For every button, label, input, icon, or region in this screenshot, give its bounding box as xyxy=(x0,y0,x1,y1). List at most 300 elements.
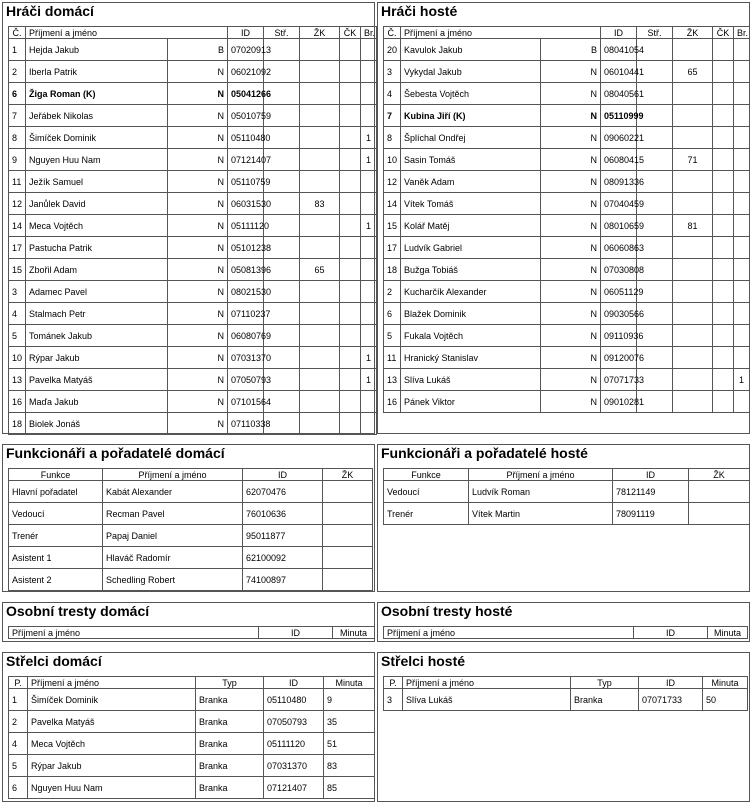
player-row xyxy=(384,237,750,259)
player-row xyxy=(9,347,377,369)
away-officials-table xyxy=(383,468,750,525)
player-id: 05101238 xyxy=(228,237,264,259)
player-name: Hejda Jakub xyxy=(26,39,168,61)
official-name: Schedling Robert xyxy=(103,569,243,591)
player-number: 16 xyxy=(384,391,401,413)
player-row xyxy=(384,171,750,193)
player-name: Rýpar Jakub xyxy=(26,347,168,369)
player-id: 07101564 xyxy=(228,391,264,413)
official-id: 76010636 xyxy=(243,503,323,525)
player-goals xyxy=(361,61,377,83)
player-name: Tománek Jakub xyxy=(26,325,168,347)
official-name: Vítek Martin xyxy=(469,503,613,525)
player-red-card xyxy=(340,127,361,149)
player-number: 8 xyxy=(9,127,26,149)
player-goals xyxy=(734,61,750,83)
player-yellow-card xyxy=(673,39,713,61)
official-role: Asistent 2 xyxy=(9,569,103,591)
player-name: Šebesta Vojtěch xyxy=(401,83,541,105)
player-position: N xyxy=(541,347,601,369)
player-position: N xyxy=(168,259,228,281)
player-name: Kavulok Jakub xyxy=(401,39,541,61)
scorer-order: 3 xyxy=(384,689,403,711)
player-yellow-card xyxy=(300,325,340,347)
scorer-name: Nguyen Huu Nam xyxy=(28,777,196,799)
player-number: 4 xyxy=(9,303,26,325)
player-number: 18 xyxy=(384,259,401,281)
player-row xyxy=(9,215,377,237)
player-yellow-card xyxy=(673,347,713,369)
col-name: Příjmení a jméno xyxy=(103,469,243,481)
player-row xyxy=(9,193,377,215)
player-red-card xyxy=(713,325,734,347)
player-position: N xyxy=(168,413,228,435)
scorer-name: Pavelka Matyáš xyxy=(28,711,196,733)
player-position: N xyxy=(168,127,228,149)
home-players-table xyxy=(8,26,377,435)
away-scorers-title: Střelci hosté xyxy=(381,653,466,669)
player-red-card xyxy=(713,347,734,369)
col-minute: Minuta xyxy=(333,627,375,639)
official-row xyxy=(384,503,750,525)
official-id: 62070476 xyxy=(243,481,323,503)
col-minute: Minuta xyxy=(703,677,748,689)
player-red-card xyxy=(340,215,361,237)
official-name: Kabát Alexander xyxy=(103,481,243,503)
player-position: B xyxy=(541,39,601,61)
player-id: 08021530 xyxy=(228,281,264,303)
home-officials-panel xyxy=(2,444,375,592)
col-name: Příjmení a jméno xyxy=(384,627,634,639)
player-name: Nguyen Huu Nam xyxy=(26,149,168,171)
away-officials-panel xyxy=(377,444,750,592)
player-red-card xyxy=(713,391,734,413)
player-name: Biolek Jonáš xyxy=(26,413,168,435)
official-yellow-card xyxy=(323,547,373,569)
scorer-type: Branka xyxy=(196,777,264,799)
scorer-row xyxy=(9,689,375,711)
home-scorers-title: Střelci domácí xyxy=(6,653,102,669)
player-name: Vaněk Adam xyxy=(401,171,541,193)
player-red-card xyxy=(713,281,734,303)
player-id: 06080415 xyxy=(601,149,637,171)
player-row xyxy=(9,105,377,127)
player-id: 05041266 xyxy=(228,83,264,105)
player-id: 05111120 xyxy=(228,215,264,237)
official-row xyxy=(384,481,750,503)
player-number: 3 xyxy=(384,61,401,83)
player-row xyxy=(9,325,377,347)
player-position: N xyxy=(168,83,228,105)
official-yellow-card xyxy=(323,503,373,525)
player-position: N xyxy=(168,391,228,413)
player-row xyxy=(9,171,377,193)
col-type: Typ xyxy=(196,677,264,689)
player-row xyxy=(9,391,377,413)
player-goals xyxy=(361,259,377,281)
player-number: 20 xyxy=(384,39,401,61)
player-goals xyxy=(734,83,750,105)
col-name: Příjmení a jméno xyxy=(28,677,196,689)
player-number: 8 xyxy=(384,127,401,149)
player-red-card xyxy=(713,303,734,325)
col-name: Příjmení a jméno xyxy=(26,27,228,39)
scorer-order: 1 xyxy=(9,689,28,711)
home-penalties-table xyxy=(8,626,375,639)
player-goals: 1 xyxy=(734,369,750,391)
player-goals xyxy=(734,281,750,303)
player-number: 11 xyxy=(384,347,401,369)
scorer-id: 07071733 xyxy=(639,689,703,711)
player-goals xyxy=(361,83,377,105)
player-position: N xyxy=(168,193,228,215)
player-red-card xyxy=(340,347,361,369)
scorer-type: Branka xyxy=(196,733,264,755)
col-br: Br. xyxy=(734,27,750,39)
official-id: 74100897 xyxy=(243,569,323,591)
col-name: Příjmení a jméno xyxy=(403,677,571,689)
player-goals: 1 xyxy=(361,149,377,171)
player-red-card xyxy=(340,391,361,413)
player-number: 10 xyxy=(9,347,26,369)
player-name: Zbořil Adam xyxy=(26,259,168,281)
player-position: N xyxy=(541,303,601,325)
player-goals xyxy=(361,171,377,193)
away-scorers-panel xyxy=(377,652,750,802)
player-red-card xyxy=(340,193,361,215)
player-yellow-card xyxy=(300,39,340,61)
player-name: Ludvík Gabriel xyxy=(401,237,541,259)
player-yellow-card xyxy=(300,347,340,369)
player-red-card xyxy=(713,105,734,127)
player-goals xyxy=(734,259,750,281)
player-number: 7 xyxy=(384,105,401,127)
player-red-card xyxy=(340,413,361,435)
official-row xyxy=(9,569,373,591)
player-goals xyxy=(734,149,750,171)
player-position: N xyxy=(541,193,601,215)
player-position: N xyxy=(168,347,228,369)
player-goals xyxy=(361,105,377,127)
official-yellow-card xyxy=(323,569,373,591)
player-red-card xyxy=(713,61,734,83)
official-row xyxy=(9,547,373,569)
player-yellow-card: 81 xyxy=(673,215,713,237)
player-position: N xyxy=(168,171,228,193)
official-role: Hlavní pořadatel xyxy=(9,481,103,503)
col-id: ID xyxy=(264,677,324,689)
scorer-order: 4 xyxy=(9,733,28,755)
official-row xyxy=(9,481,373,503)
player-row xyxy=(9,303,377,325)
official-id: 62100092 xyxy=(243,547,323,569)
player-yellow-card xyxy=(300,171,340,193)
away-scorers-table xyxy=(383,676,748,711)
player-red-card xyxy=(713,39,734,61)
player-goals xyxy=(734,193,750,215)
player-yellow-card: 83 xyxy=(300,193,340,215)
player-id: 05110999 xyxy=(601,105,637,127)
official-yellow-card xyxy=(689,481,750,503)
player-row xyxy=(384,347,750,369)
player-position: N xyxy=(168,303,228,325)
home-officials-title: Funkcionáři a pořadatelé domácí xyxy=(6,445,225,461)
away-penalties-table xyxy=(383,626,748,639)
player-position: N xyxy=(541,171,601,193)
scorer-minute: 83 xyxy=(324,755,375,777)
player-id: 06051129 xyxy=(601,281,637,303)
scorer-id: 05111120 xyxy=(264,733,324,755)
player-red-card xyxy=(340,237,361,259)
player-row xyxy=(9,237,377,259)
player-row xyxy=(9,149,377,171)
player-id: 07050793 xyxy=(228,369,264,391)
col-id: ID xyxy=(601,27,637,39)
player-number: 9 xyxy=(9,149,26,171)
player-position: N xyxy=(541,369,601,391)
player-goals xyxy=(361,39,377,61)
col-no: Č. xyxy=(384,27,401,39)
player-id: 07110237 xyxy=(228,303,264,325)
player-row xyxy=(9,39,377,61)
player-position: N xyxy=(541,149,601,171)
player-position: N xyxy=(168,61,228,83)
col-br: Br. xyxy=(361,27,377,39)
scorer-type: Branka xyxy=(196,689,264,711)
player-position: N xyxy=(541,391,601,413)
player-id: 07031370 xyxy=(228,347,264,369)
col-minute: Minuta xyxy=(324,677,375,689)
col-name: Příjmení a jméno xyxy=(401,27,601,39)
player-position: N xyxy=(541,237,601,259)
player-yellow-card xyxy=(673,259,713,281)
player-yellow-card xyxy=(673,171,713,193)
player-yellow-card xyxy=(300,237,340,259)
player-goals: 1 xyxy=(361,347,377,369)
home-scorers-table xyxy=(8,676,375,799)
player-red-card xyxy=(340,369,361,391)
scorer-row xyxy=(9,755,375,777)
player-yellow-card: 65 xyxy=(300,259,340,281)
col-minute: Minuta xyxy=(708,627,748,639)
player-id: 07121407 xyxy=(228,149,264,171)
player-goals xyxy=(361,325,377,347)
scorer-row xyxy=(9,777,375,799)
player-red-card xyxy=(340,61,361,83)
player-name: Meca Vojtěch xyxy=(26,215,168,237)
player-name: Kucharčík Alexander xyxy=(401,281,541,303)
player-id: 08041054 xyxy=(601,39,637,61)
player-number: 11 xyxy=(9,171,26,193)
player-number: 5 xyxy=(9,325,26,347)
home-penalties-panel xyxy=(2,602,375,642)
player-goals xyxy=(361,391,377,413)
player-red-card xyxy=(340,171,361,193)
player-id: 07071733 xyxy=(601,369,637,391)
player-id: 06080769 xyxy=(228,325,264,347)
player-number: 2 xyxy=(384,281,401,303)
player-goals xyxy=(734,303,750,325)
col-id: ID xyxy=(228,27,264,39)
scorer-type: Branka xyxy=(571,689,639,711)
player-id: 09120076 xyxy=(601,347,637,369)
player-yellow-card xyxy=(300,303,340,325)
official-yellow-card xyxy=(323,481,373,503)
player-row xyxy=(9,281,377,303)
col-ck: ČK xyxy=(713,27,734,39)
player-row xyxy=(9,413,377,435)
player-number: 10 xyxy=(384,149,401,171)
player-goals xyxy=(734,391,750,413)
player-red-card xyxy=(340,259,361,281)
player-name: Žiga Roman (K) xyxy=(26,83,168,105)
player-yellow-card xyxy=(300,281,340,303)
player-id: 06060863 xyxy=(601,237,637,259)
scorer-order: 5 xyxy=(9,755,28,777)
player-goals: 1 xyxy=(361,369,377,391)
player-row xyxy=(384,105,750,127)
player-yellow-card xyxy=(673,193,713,215)
player-name: Šimíček Dominik xyxy=(26,127,168,149)
player-row xyxy=(384,325,750,347)
player-position: N xyxy=(168,281,228,303)
player-position: N xyxy=(541,83,601,105)
away-players-panel xyxy=(377,2,750,434)
player-id: 05081396 xyxy=(228,259,264,281)
col-p: P. xyxy=(9,677,28,689)
home-penalties-title: Osobní tresty domácí xyxy=(6,603,150,619)
official-role: Asistent 1 xyxy=(9,547,103,569)
player-name: Vykydal Jakub xyxy=(401,61,541,83)
official-id: 95011877 xyxy=(243,525,323,547)
away-players-title: Hráči hosté xyxy=(381,3,458,19)
player-number: 17 xyxy=(9,237,26,259)
player-id: 06031530 xyxy=(228,193,264,215)
official-name: Ludvík Roman xyxy=(469,481,613,503)
player-goals xyxy=(734,325,750,347)
player-number: 14 xyxy=(9,215,26,237)
player-name: Blažek Dominik xyxy=(401,303,541,325)
player-number: 5 xyxy=(384,325,401,347)
player-yellow-card xyxy=(300,83,340,105)
player-goals xyxy=(734,127,750,149)
player-position: N xyxy=(541,127,601,149)
player-position: B xyxy=(168,39,228,61)
player-id: 09010281 xyxy=(601,391,637,413)
player-name: Ježík Samuel xyxy=(26,171,168,193)
col-id: ID xyxy=(259,627,333,639)
player-name: Stalmach Petr xyxy=(26,303,168,325)
official-role: Trenér xyxy=(9,525,103,547)
scorer-name: Rýpar Jakub xyxy=(28,755,196,777)
player-id: 05110480 xyxy=(228,127,264,149)
scorer-minute: 9 xyxy=(324,689,375,711)
player-red-card xyxy=(713,83,734,105)
scorer-order: 2 xyxy=(9,711,28,733)
player-number: 2 xyxy=(9,61,26,83)
away-players-table xyxy=(383,26,750,413)
player-goals xyxy=(734,39,750,61)
player-red-card xyxy=(340,149,361,171)
player-yellow-card xyxy=(673,237,713,259)
player-row xyxy=(9,259,377,281)
player-yellow-card xyxy=(300,369,340,391)
player-name: Iberla Patrik xyxy=(26,61,168,83)
player-name: Adamec Pavel xyxy=(26,281,168,303)
player-number: 16 xyxy=(9,391,26,413)
player-number: 12 xyxy=(9,193,26,215)
col-id: ID xyxy=(613,469,689,481)
player-row xyxy=(9,61,377,83)
player-red-card xyxy=(340,281,361,303)
away-penalties-panel xyxy=(377,602,750,642)
player-name: Sasin Tomáš xyxy=(401,149,541,171)
player-yellow-card: 65 xyxy=(673,61,713,83)
player-goals xyxy=(734,215,750,237)
player-id: 06010441 xyxy=(601,61,637,83)
scorer-id: 07121407 xyxy=(264,777,324,799)
away-penalties-title: Osobní tresty hosté xyxy=(381,603,513,619)
player-row xyxy=(9,369,377,391)
player-name: Janůlek David xyxy=(26,193,168,215)
player-row xyxy=(384,127,750,149)
player-row xyxy=(384,303,750,325)
player-id: 07040459 xyxy=(601,193,637,215)
player-goals xyxy=(734,237,750,259)
player-name: Pastucha Patrik xyxy=(26,237,168,259)
scorer-id: 07031370 xyxy=(264,755,324,777)
official-role: Trenér xyxy=(384,503,469,525)
player-row xyxy=(9,83,377,105)
col-zk: ŽK xyxy=(673,27,713,39)
player-name: Pánek Viktor xyxy=(401,391,541,413)
player-row xyxy=(384,369,750,391)
player-yellow-card xyxy=(300,61,340,83)
player-number: 13 xyxy=(9,369,26,391)
col-str: Stř. xyxy=(264,27,300,39)
col-zk: ŽK xyxy=(323,469,373,481)
home-scorers-panel xyxy=(2,652,375,802)
player-name: Kubina Jiří (K) xyxy=(401,105,541,127)
player-id: 07030808 xyxy=(601,259,637,281)
player-number: 17 xyxy=(384,237,401,259)
player-position: N xyxy=(168,369,228,391)
official-id: 78091119 xyxy=(613,503,689,525)
player-yellow-card xyxy=(673,127,713,149)
player-name: Bužga Tobiáš xyxy=(401,259,541,281)
player-name: Pavelka Matyáš xyxy=(26,369,168,391)
player-goals: 1 xyxy=(361,127,377,149)
player-id: 08091336 xyxy=(601,171,637,193)
player-number: 6 xyxy=(384,303,401,325)
home-officials-table xyxy=(8,468,373,591)
player-number: 3 xyxy=(9,281,26,303)
official-role: Vedoucí xyxy=(9,503,103,525)
player-name: Šplíchal Ondřej xyxy=(401,127,541,149)
player-red-card xyxy=(340,83,361,105)
player-yellow-card xyxy=(673,369,713,391)
player-name: Hranický Stanislav xyxy=(401,347,541,369)
player-row xyxy=(384,391,750,413)
player-name: Slíva Lukáš xyxy=(401,369,541,391)
col-zk: ŽK xyxy=(689,469,750,481)
player-row xyxy=(384,215,750,237)
scorer-type: Branka xyxy=(196,755,264,777)
official-name: Papaj Daniel xyxy=(103,525,243,547)
player-red-card xyxy=(713,149,734,171)
player-row xyxy=(384,83,750,105)
player-yellow-card: 71 xyxy=(673,149,713,171)
